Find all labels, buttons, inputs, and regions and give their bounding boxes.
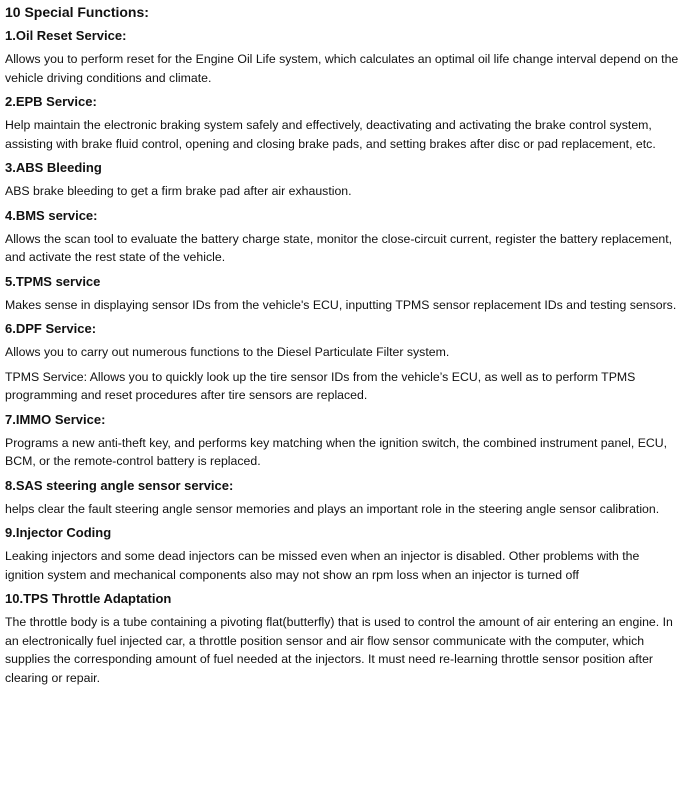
section-tps-throttle	[5, 590, 679, 687]
section-paragraph: The throttle body is a tube containing a pivoting flat(butterfly) that is used to control the amount of air entering an engine. In an electronically fuel injected car, a throttle position sensor and air flow sensor communicate with the computer, which supplies the corresponding amount of fuel needed at the injectors. It must need re-learning throttle sensor position after clearing or repair.	[5, 615, 673, 685]
section-paragraph: ABS brake bleeding to get a firm brake pad after air exhaustion.	[5, 184, 352, 198]
section-dpf	[5, 320, 679, 405]
section-paragraph: Makes sense in displaying sensor IDs from the vehicle's ECU, inputting TPMS sensor replacement IDs and testing sensors.	[5, 297, 677, 312]
section-paragraph: TPMS Service: Allows you to quickly look up the tire sensor IDs from the vehicle’s ECU, as well as to perform TPMS programming and reset procedures after tire sensors are replaced.	[5, 369, 636, 402]
section-abs-bleeding	[5, 159, 679, 201]
section-heading: 9.Injector Coding	[5, 525, 112, 540]
section-paragraph: Allows the scan tool to evaluate the battery charge state, monitor the close-circuit current, register the battery replacement, and activate the rest state of the vehicle.	[5, 231, 673, 264]
section-heading: 1.Oil Reset Service:	[5, 28, 127, 43]
section-heading: 2.EPB Service:	[5, 94, 97, 109]
section-heading: 4.BMS service:	[5, 207, 98, 223]
section-heading: 8.SAS steering angle sensor service:	[5, 477, 234, 493]
section-injector-coding	[5, 524, 679, 584]
section-heading: 5.TPMS service	[5, 273, 101, 289]
section-bms	[5, 207, 679, 267]
section-tpms	[5, 273, 679, 315]
section-paragraph: Leaking injectors and some dead injectors can be missed even when an injector is disabled. Other problems with the ignition system and mechanical components also may not show an rpm loss when an injector is turned off	[5, 549, 640, 582]
section-sas	[5, 477, 679, 519]
section-heading: 6.DPF Service:	[5, 321, 97, 336]
section-paragraph: Allows you to perform reset for the Engine Oil Life system, which calculates an optimal oil life change interval depend on the vehicle driving conditions and climate.	[5, 52, 679, 85]
section-heading: 7.IMMO Service:	[5, 411, 106, 427]
section-paragraph: helps clear the fault steering angle sensor memories and plays an important role in the steering angle sensor calibration.	[5, 501, 660, 516]
document-title: 10 Special Functions:	[5, 4, 149, 20]
section-paragraph: Help maintain the electronic braking system safely and effectively, deactivating and activating the brake control system, assisting with brake fluid control, opening and closing brake pads, and setting brakes after disc or pad replacement, etc.	[5, 118, 656, 151]
section-paragraph: Programs a new anti-theft key, and performs key matching when the ignition switch, the combined instrument panel, ECU, BCM, or the remote-control battery is replaced.	[5, 435, 668, 468]
section-paragraph: Allows you to carry out numerous functions to the Diesel Particulate Filter system.	[5, 345, 450, 359]
section-heading: 10.TPS Throttle Adaptation	[5, 591, 172, 606]
section-heading: 3.ABS Bleeding	[5, 160, 102, 175]
section-epb	[5, 93, 679, 153]
section-oil-reset	[5, 27, 679, 87]
section-immo	[5, 411, 679, 471]
